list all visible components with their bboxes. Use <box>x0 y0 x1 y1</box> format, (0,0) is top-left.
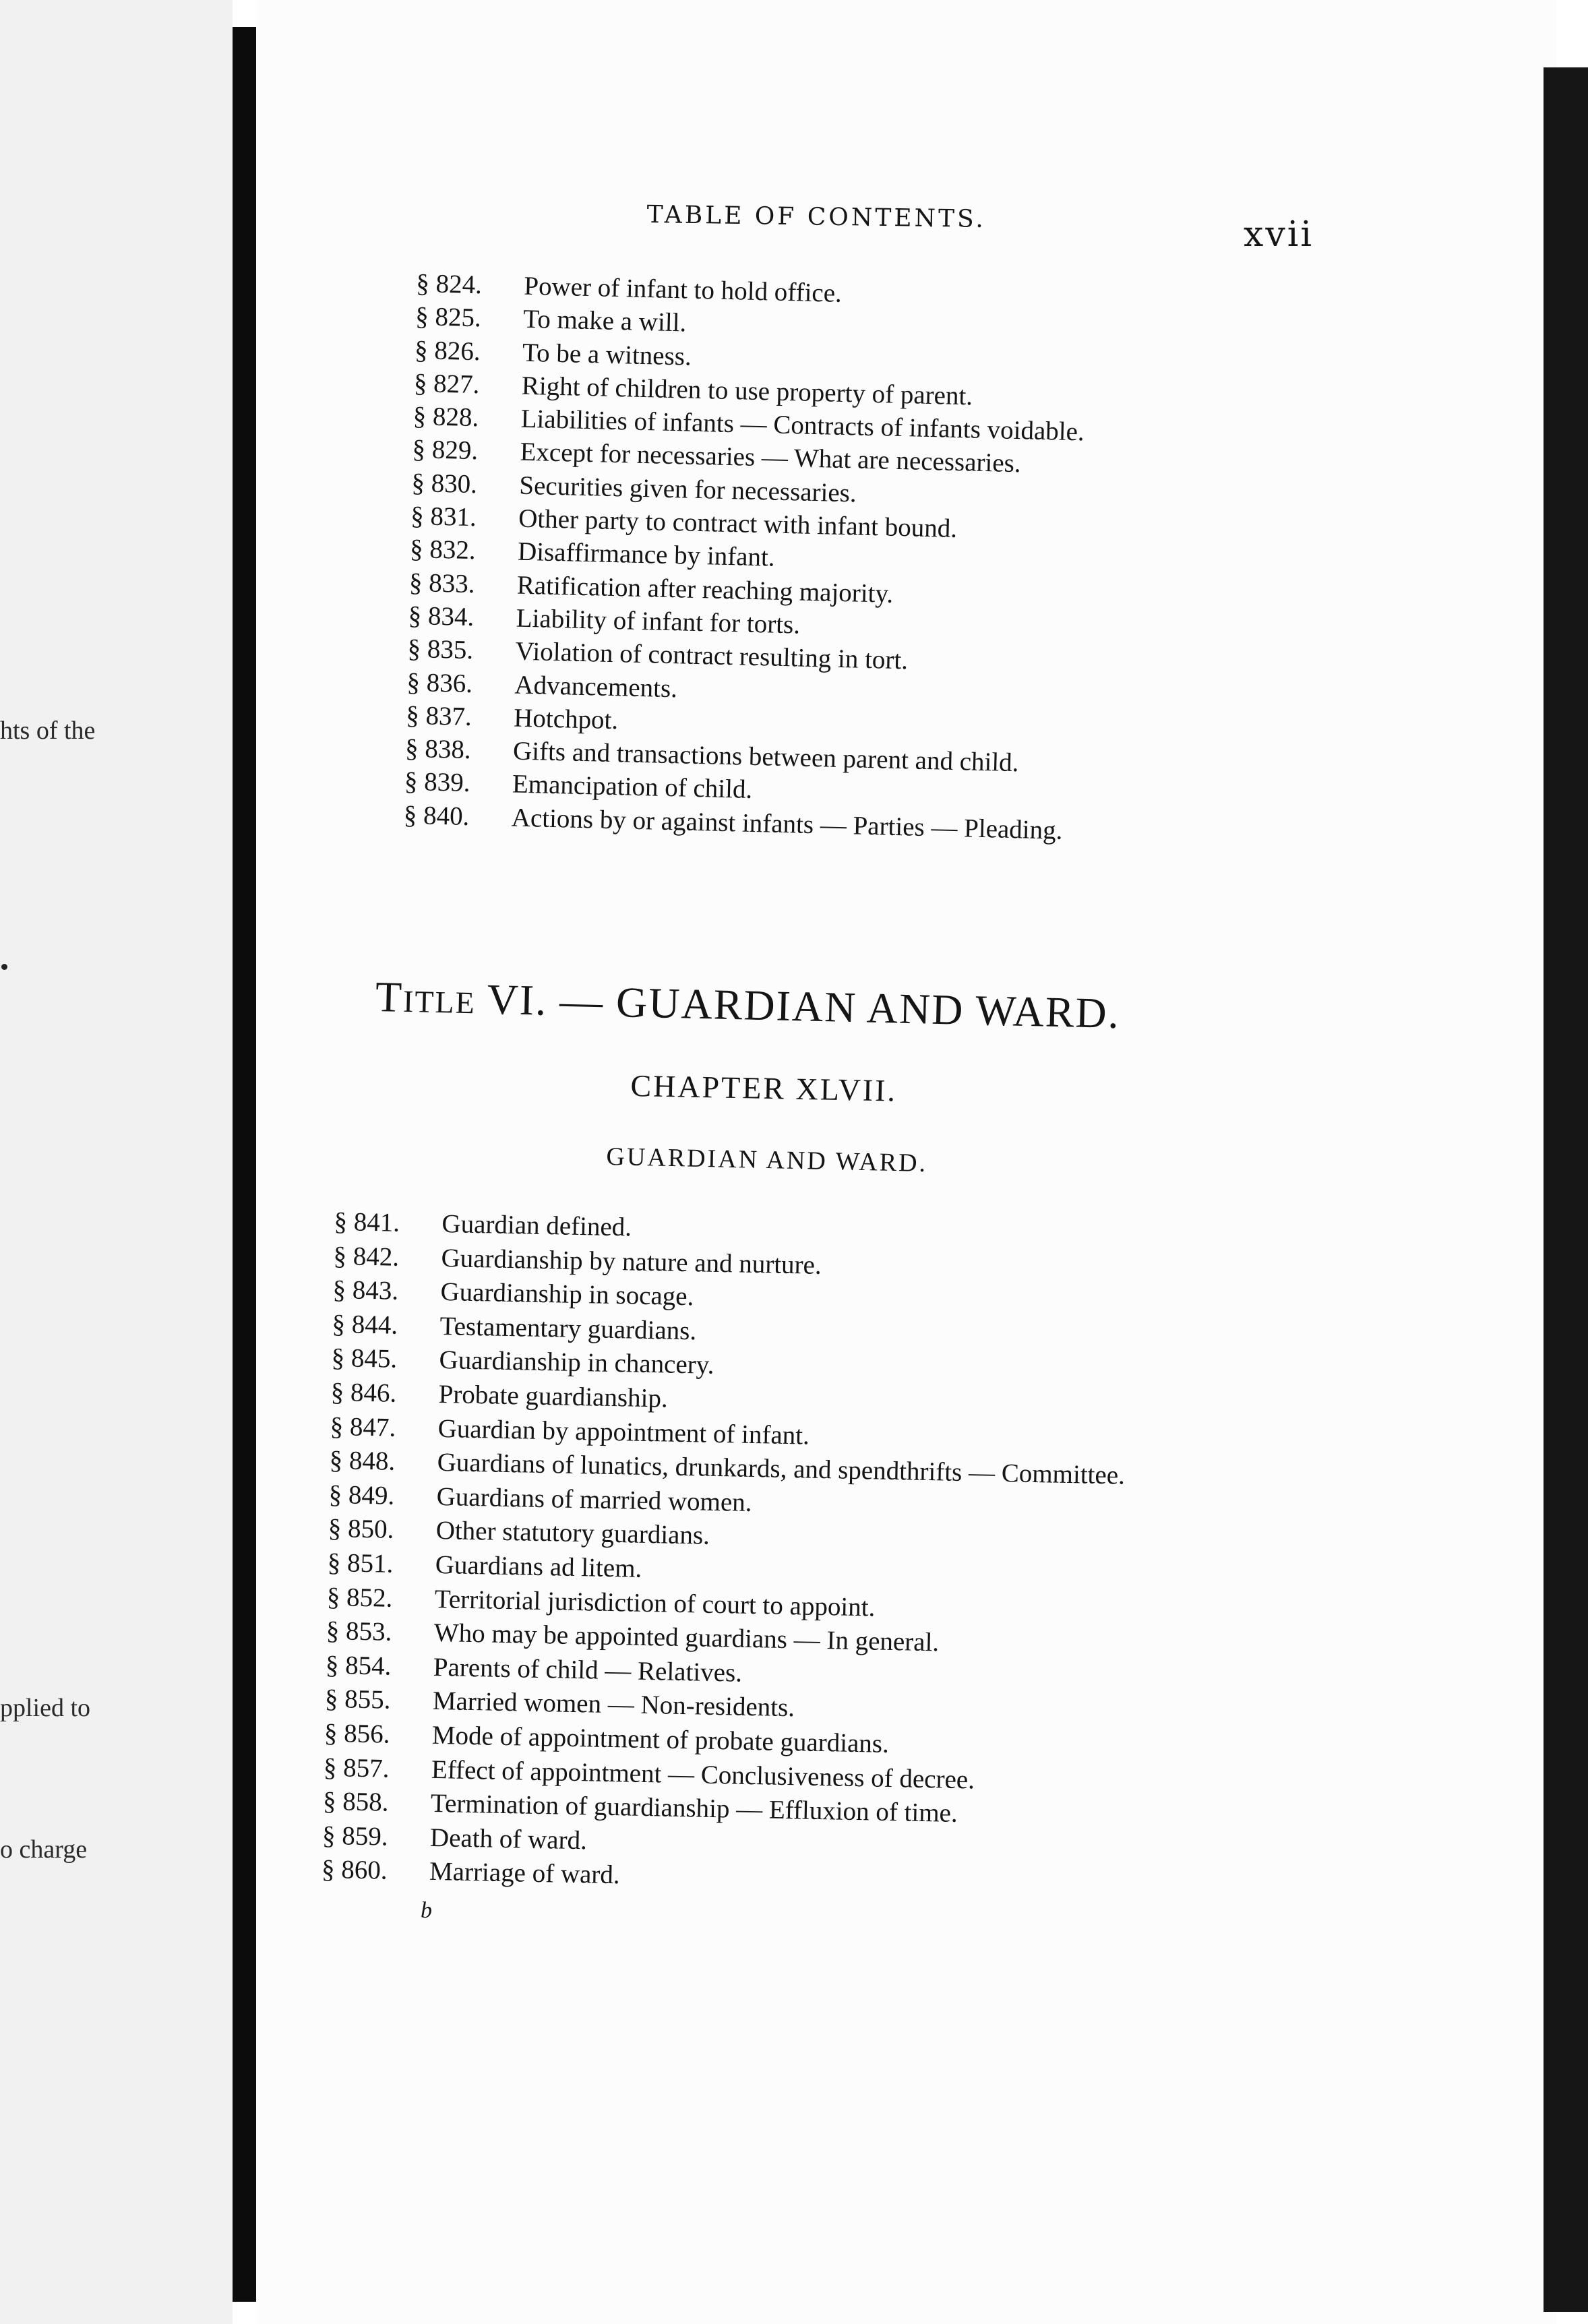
contents-list-lower <box>322 1206 1130 1903</box>
title-prefix-smallcaps: ITLE <box>402 983 477 1020</box>
section-number: § 835. <box>407 634 474 665</box>
page-number: xvii <box>1244 214 1314 255</box>
section-number: § 829. <box>412 435 479 466</box>
section-title: Securities given for necessaries. <box>518 470 857 508</box>
section-number: § 825. <box>415 302 482 333</box>
chapter-subheading: GUARDIAN AND WARD. <box>606 1142 928 1178</box>
section-title: Guardianship in socage. <box>440 1277 694 1312</box>
section-title: Gifts and transactions between parent and child. <box>512 736 1019 778</box>
section-number: § 855. <box>324 1684 391 1715</box>
facing-page-fragment: hts of the <box>0 716 96 745</box>
section-number: § 851. <box>327 1548 394 1579</box>
section-number: § 852. <box>326 1582 393 1613</box>
section-number: § 844. <box>332 1309 398 1340</box>
section-title: Territorial jurisdiction of court to appoint. <box>434 1584 876 1622</box>
section-number: § 840. <box>403 800 470 831</box>
section-number: § 832. <box>409 534 477 565</box>
ink-speck <box>1 964 7 970</box>
book-gutter <box>233 27 256 2302</box>
section-title: Liability of infant for torts. <box>516 603 801 640</box>
section-number: § 842. <box>333 1241 400 1272</box>
section-title: Parents of child — Relatives. <box>433 1652 743 1688</box>
section-title: Testamentary guardians. <box>439 1311 697 1346</box>
section-number: § 830. <box>410 468 478 499</box>
section-number: § 837. <box>405 700 472 731</box>
section-number: § 846. <box>330 1377 397 1408</box>
facing-page <box>0 0 233 2324</box>
title-main-text: VI. — GUARDIAN AND WARD. <box>486 975 1121 1038</box>
section-title: Emancipation of child. <box>512 770 753 805</box>
section-number: § 858. <box>322 1786 389 1817</box>
section-title: Hotchpot. <box>513 703 619 735</box>
section-number: § 843. <box>332 1275 399 1306</box>
section-title: Other party to contract with infant bound. <box>518 503 958 544</box>
title-prefix-initial: T <box>375 972 404 1021</box>
section-title: Power of infant to hold office. <box>523 271 843 308</box>
section-title: Liabilities of infants — Contracts of infants voidable. <box>520 404 1085 447</box>
section-title: Probate guardianship. <box>438 1379 669 1413</box>
section-number: § 838. <box>404 733 472 765</box>
section-number: § 845. <box>331 1343 398 1374</box>
section-number: § 824. <box>415 268 483 300</box>
section-title: To be a witness. <box>522 338 692 371</box>
section-title: Other statutory guardians. <box>435 1516 710 1551</box>
page-edge-shadow <box>1544 67 1588 2312</box>
section-number: § 859. <box>322 1821 388 1852</box>
section-number: § 854. <box>325 1650 392 1681</box>
running-title: TABLE OF CONTENTS. <box>646 201 987 234</box>
section-title: Effect of appointment — Conclusiveness of decree. <box>431 1754 975 1794</box>
section-number: § 839. <box>404 767 471 798</box>
section-title: Except for necessaries — What are necessaries. <box>520 437 1022 479</box>
section-number: § 857. <box>323 1752 390 1783</box>
section-title: Guardians of lunatics, drunkards, and spendthrifts — Committee. <box>437 1448 1126 1490</box>
section-number: § 828. <box>413 402 479 433</box>
section-number: § 836. <box>406 667 473 698</box>
section-number: § 848. <box>329 1446 396 1476</box>
section-title: Married women — Non-residents. <box>432 1686 795 1723</box>
section-number: § 853. <box>326 1616 392 1647</box>
signature-mark: b <box>421 1898 432 1923</box>
section-title: Ratification after reaching majority. <box>516 570 894 609</box>
section-number: § 850. <box>328 1514 394 1545</box>
section-number: § 831. <box>410 501 477 532</box>
section-title: Guardians of married women. <box>436 1481 752 1517</box>
section-number: § 849. <box>328 1479 395 1510</box>
section-title: Mode of appointment of probate guardians. <box>431 1720 890 1759</box>
section-title: Guardianship by nature and nurture. <box>441 1243 822 1280</box>
section-title: Guardian by appointment of infant. <box>437 1413 810 1450</box>
contents-list-upper <box>403 268 1088 849</box>
section-title: Actions by or against infants — Parties — Pleading. <box>511 803 1063 845</box>
section-title: Death of ward. <box>429 1823 588 1856</box>
section-number: § 834. <box>408 601 475 632</box>
section-title: Guardians ad litem. <box>435 1550 642 1583</box>
section-title: Advancements. <box>514 670 678 703</box>
facing-page-fragment: pplied to <box>0 1694 91 1722</box>
section-number: § 856. <box>324 1718 390 1749</box>
section-title: Marriage of ward. <box>429 1857 621 1890</box>
section-number: § 847. <box>330 1411 396 1442</box>
section-number: § 827. <box>413 368 480 400</box>
facing-page-fragment: o charge <box>0 1835 88 1864</box>
section-number: § 860. <box>321 1855 388 1885</box>
section-title: Guardianship in chancery. <box>439 1345 714 1380</box>
section-title: Who may be appointed guardians — In general. <box>433 1618 940 1657</box>
section-number: § 826. <box>414 335 481 366</box>
section-number: § 841. <box>334 1206 400 1237</box>
section-title: Disaffirmance by infant. <box>517 537 776 573</box>
section-title: To make a will. <box>522 305 687 338</box>
section-number: § 833. <box>408 568 475 599</box>
chapter-heading: CHAPTER XLVII. <box>630 1068 898 1108</box>
section-title: Termination of guardianship — Effluxion of time. <box>430 1789 958 1829</box>
section-title: Right of children to use property of parent. <box>521 371 973 411</box>
section-title: Violation of contract resulting in tort. <box>515 636 909 675</box>
section-title: Guardian defined. <box>441 1209 632 1242</box>
